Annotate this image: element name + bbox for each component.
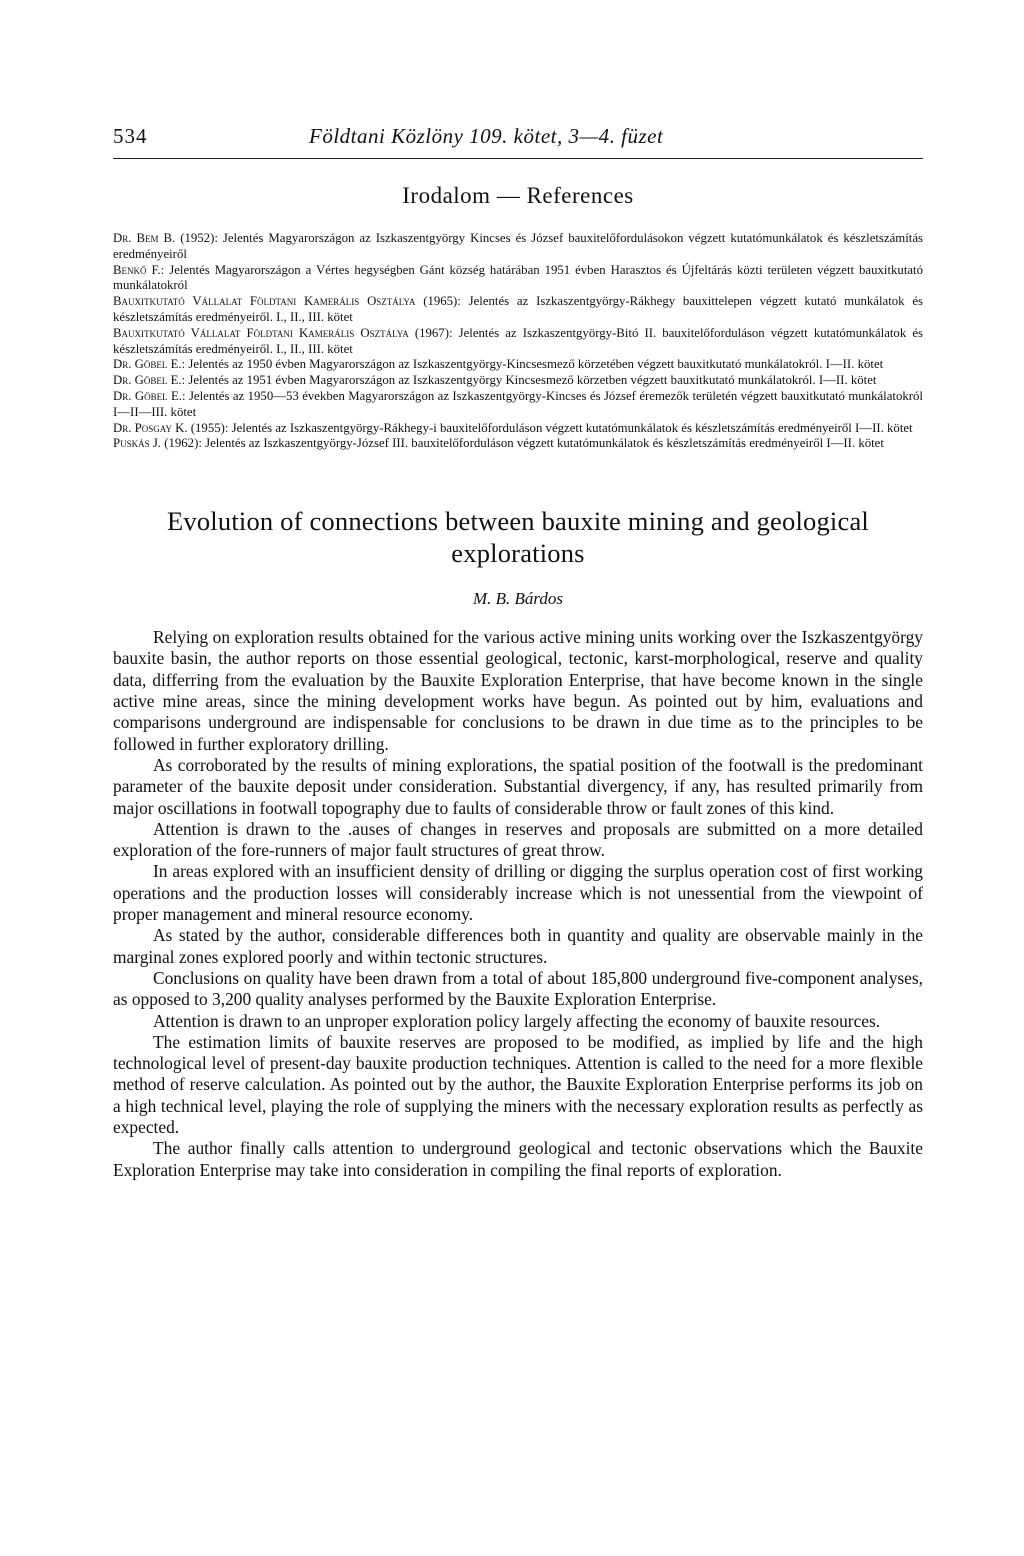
article-author: M. B. Bárdos	[472, 589, 564, 609]
reference-author: Dr. Göbel E.	[113, 388, 182, 403]
reference-author: Dr. Göbel E.	[113, 373, 182, 388]
reference-text: : Jelentés az 1950 évben Magyarországon az Iszkaszentgyörgy-Kincsesmező körzetében végzett bauxitkutató munkálatokról. I—II. kötet	[181, 357, 884, 372]
reference-entry	[113, 389, 923, 421]
abstract-paragraph: The author finally calls attention to underground geological and tectonic observations which the Bauxite Exploration Enterprise may take into consideration in compiling the final reports of exploration.	[113, 1138, 923, 1180]
reference-entry	[113, 373, 923, 389]
abstract-paragraph: Conclusions on quality have been drawn from a total of about 185,800 underground five-component analyses, as opposed to 3,200 quality analyses performed by the Bauxite Exploration Enterprise.	[113, 967, 923, 1010]
reference-author: Bauxitkutató Vállalat Földtani Kamerális Osztálya	[113, 294, 416, 309]
reference-author: Bauxitkutató Vállalat Földtani Kamerális Osztálya	[113, 325, 409, 340]
reference-author: Benkő F.	[113, 262, 161, 277]
reference-author: Dr. Göbel E.	[113, 357, 182, 372]
reference-author: Puskás J.	[113, 436, 162, 451]
abstract-body	[113, 627, 923, 1181]
reference-author: Dr. Bem B.	[113, 231, 176, 245]
reference-text: (1967): Jelentés az Iszkaszentgyörgy-Bitó II. bauxitelőforduláson végzett kutatómunkálatok és készletszámítás eredményeiről. I., II., III. kötet	[113, 325, 923, 356]
references-heading: Irodalom — References	[402, 183, 634, 208]
reference-text: : Jelentés az 1950—53 években Magyarországon az Iszkaszentgyörgy-Kincses és József éremezők területén végzett bauxitkutató munkálatokról I—II—III. kötet	[113, 388, 923, 419]
reference-entry	[113, 421, 923, 437]
reference-text: : Jelentés Magyarországon a Vértes hegységben Gánt község határában 1951 évben Harasztos és Újfeltárás közti területen végzett bauxitkutató munkálatokról	[113, 262, 924, 293]
reference-text: (1965): Jelentés az Iszkaszentgyörgy-Rákhegy bauxittelepen végzett kutató munkálatok és készletszámítás eredményeiről. I., II., III. kötet	[113, 294, 923, 324]
abstract-paragraph: The estimation limits of bauxite reserves are proposed to be modified, as implied by life and the high technological level of present-day bauxite production techniques. Attention is called to the need for a more flexible method of reserve calculation. As pointed out by the author, the Bauxite Exploration Enterprise performs its job on a high technical level, playing the role of supplying the miners with the necessary exploration results as perfectly as expected.	[113, 1031, 923, 1137]
abstract-paragraph: As corroborated by the results of mining explorations, the spatial position of the footwall is the predominant parameter of the bauxite deposit under consideration. Substantial divergency, if any, has resulted primarily from major oscillations in footwall topography due to faults of considerable throw or fault zones of this kind.	[113, 754, 923, 818]
reference-entry	[113, 294, 923, 326]
reference-text: (1962): Jelentés az Iszkaszentgyörgy-József III. bauxitelőforduláson végzett kutatómunkálatok és készletszámítás eredményeiről I—II. kötet	[161, 436, 884, 451]
journal-title: Földtani Közlöny 109. kötet, 3—4. füzet	[309, 124, 664, 148]
abstract-paragraph: Relying on exploration results obtained for the various active mining units working over the Iszkaszentgyörgy bauxite basin, the author reports on those essential geological, tectonic, karst-morphological, reserve and quality data, differring from the evaluation by the Bauxite Exploration Enterprise, that have become known in the single active mine areas, since the mining development works have begun. As pointed out by him, evaluations and comparisons underground are indispensable for conclusions to be drawn in due time as to the principles to be followed in further exploratory drilling.	[113, 627, 923, 754]
reference-entry	[113, 326, 923, 358]
reference-text: (1955): Jelentés az Iszkaszentgyörgy-Rákhegy-i bauxitelőforduláson végzett kutatómunkálatok és készletszámítás eredményeiről I—II. kötet	[187, 420, 913, 435]
reference-text: : Jelentés az 1951 évben Magyarországon az Iszkaszentgyörgy Kincsesmező körzetben végzett bauxitkutató munkálatokról. I—II. kötet	[181, 373, 877, 388]
reference-entry	[113, 263, 923, 295]
reference-list	[113, 231, 923, 452]
abstract-paragraph: As stated by the author, considerable differences both in quantity and quality are observable mainly in the marginal zones explored poorly and within tectonic structures.	[113, 925, 923, 967]
abstract-paragraph: Attention is drawn to the .auses of changes in reserves and proposals are submitted on a more detailed exploration of the fore-runners of major fault structures of great throw.	[113, 818, 923, 861]
running-head	[113, 118, 923, 159]
reference-entry	[113, 436, 923, 452]
reference-text: (1952): Jelentés Magyarországon az Iszkaszentgyörgy Kincses és József bauxitelőfordulásokon végzett kutatómunkálatok és készletszámítás eredményeiről	[113, 231, 923, 261]
abstract-paragraph: Attention is drawn to an unproper exploration policy largely affecting the economy of bauxite resources.	[153, 1010, 881, 1031]
abstract-paragraph: In areas explored with an insufficient density of drilling or digging the surplus operation cost of first working operations and the production losses will considerably increase which is not unessential from the viewpoint of proper management and mineral resource economy.	[113, 861, 923, 925]
reference-entry	[113, 231, 923, 263]
page-number: 534	[113, 124, 148, 148]
reference-author: Dr. Posgay K.	[113, 420, 188, 435]
journal-page	[113, 118, 923, 1181]
reference-entry	[113, 357, 923, 373]
article-title: Evolution of connections between bauxite mining and geological explorations	[167, 506, 869, 569]
